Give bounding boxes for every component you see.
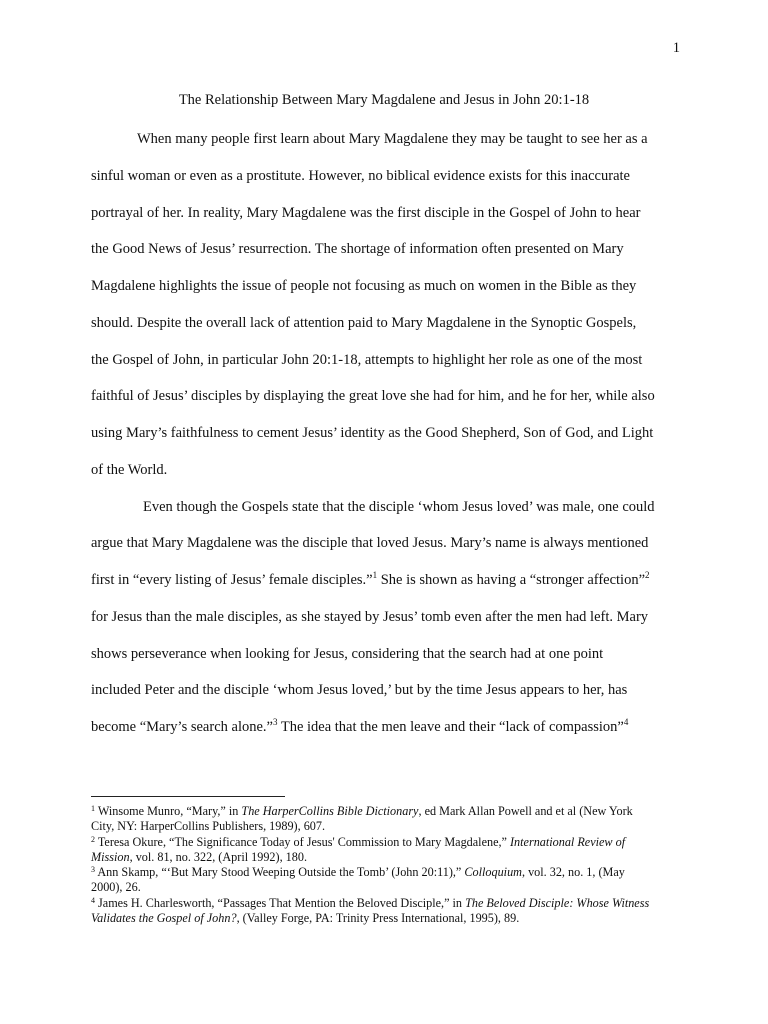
body-text — [91, 121, 707, 746]
text-line: of the World. — [91, 461, 168, 478]
footnote-1: $^1$ Winsome Munro, “Mary,” in The HarperCollins Bible Dictionary, ed Mark Allan Powell and et al (New York City, NY: HarperCollins Publishers, 1989), 607. — [91, 804, 633, 834]
paragraph-2 — [91, 489, 707, 746]
footnote-number: 4 — [91, 895, 95, 905]
footnote-separator — [91, 796, 285, 797]
footnote-4: $^4$ James H. Charlesworth, “Passages That Mention the Beloved Disciple,” in The Beloved Disciple: Whose Witness Validates the Gospel of John?, (Valley Forge, PA: Trinity Press International, 1995), 89. — [91, 895, 650, 926]
text-line: first in “every listing of Jesus’ female disciples.”$^1$ She is shown as having a “stronger affection”$^2$ — [91, 570, 650, 588]
text-line: argue that Mary Magdalene was the disciple that loved Jesus. Mary’s name is always mentioned — [91, 535, 649, 552]
text-line: become “Mary’s search alone.”$^3$ The idea that the men leave and their “lack of compassion”$^4$ — [91, 717, 629, 735]
footnote-ref: 2 — [645, 570, 650, 580]
text-line: the Gospel of John, in particular John 20:1-18, attempts to highlight her role as one of the most — [91, 351, 643, 368]
footnote-number: 2 — [91, 834, 95, 844]
document-title: The Relationship Between Mary Magdalene and Jesus in John 20:1-18 — [178, 92, 590, 108]
text-line: Magdalene highlights the issue of people not focusing as much on women in the Bible as they — [91, 278, 637, 294]
text-line: portrayal of her. In reality, Mary Magdalene was the first disciple in the Gospel of John to hear — [91, 204, 641, 221]
footnote-ref: 1 — [372, 570, 378, 580]
text-line: included Peter and the disciple ‘whom Jesus loved,’ but by the time Jesus appears to her, has — [91, 682, 628, 699]
footnote-3: $^3$ Ann Skamp, “‘But Mary Stood Weeping Outside the Tomb’ (John 20:11),” Colloquium, vol. 32, no. 1, (May 2000), 26. — [91, 865, 625, 895]
text-line: for Jesus than the male disciples, as she stayed by Jesus’ tomb even after the men had left. Mary — [91, 608, 649, 625]
page-number: 1 — [672, 40, 680, 56]
text-line: shows perseverance when looking for Jesus, considering that the search had at one point — [91, 645, 604, 662]
footnote-number: 1 — [91, 804, 95, 813]
text-line: sinful woman or even as a prostitute. However, no biblical evidence exists for this inaccurate — [91, 167, 630, 184]
footnote-ref: 4 — [623, 717, 629, 727]
footnotes — [91, 804, 707, 926]
text-line: the Good News of Jesus’ resurrection. The shortage of information often presented on Mary — [91, 241, 624, 258]
text-line: should. Despite the overall lack of attention paid to Mary Magdalene in the Synoptic Gospels, — [91, 314, 637, 331]
footnote-number: 3 — [91, 865, 95, 875]
text-line: faithful of Jesus’ disciples by displaying the great love she had for him, and he for her, while also — [91, 388, 655, 405]
footnote-ref: 3 — [272, 717, 278, 727]
text-line: Even though the Gospels state that the disciple ‘whom Jesus loved’ was male, one could — [143, 498, 655, 515]
footnote-2: $^2$ Teresa Okure, “The Significance Today of Jesus' Commission to Mary Magdalene,” International Review of Mission, vol. 81, no. 322, (April 1992), 180. — [91, 834, 626, 864]
text-line: using Mary’s faithfulness to cement Jesus’ identity as the Good Shepherd, Son of God, and Light — [91, 425, 654, 441]
text-line: When many people first learn about Mary Magdalene they may be taught to see her as a — [137, 131, 648, 147]
paragraph-1 — [91, 121, 707, 489]
